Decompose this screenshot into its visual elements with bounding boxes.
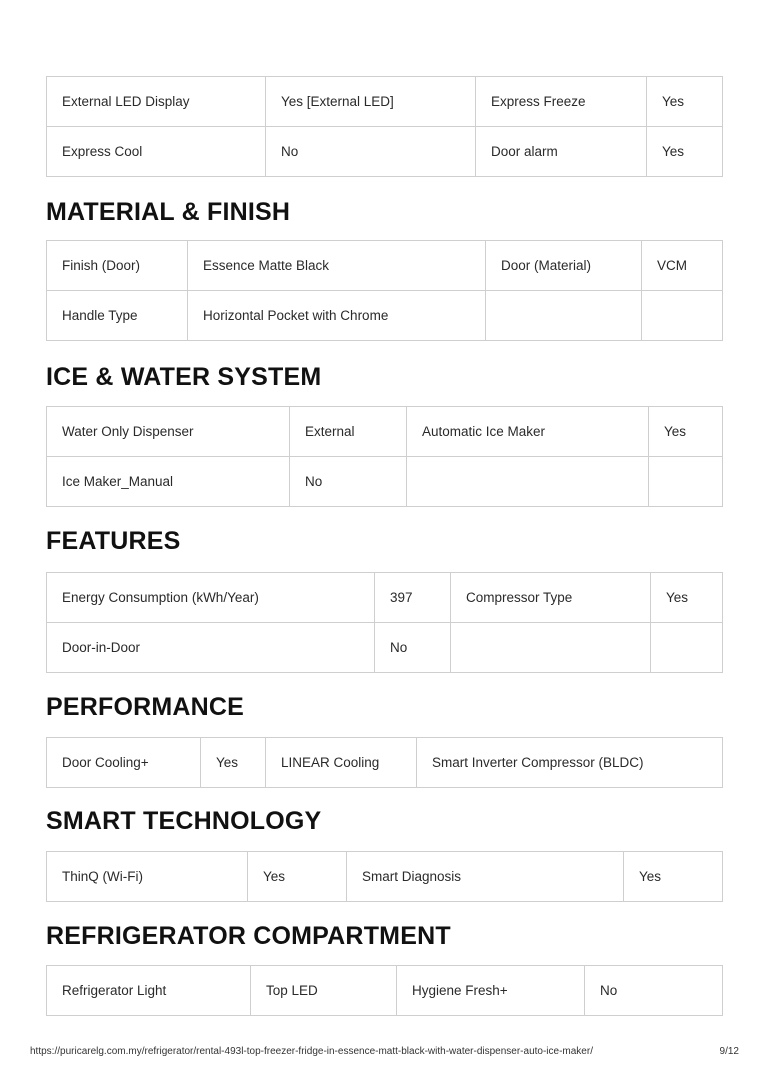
spec-value xyxy=(649,457,723,507)
table-row xyxy=(47,573,723,623)
spec-label xyxy=(486,291,642,341)
spec-table-display xyxy=(46,76,723,177)
spec-label: Express Cool xyxy=(47,127,266,177)
spec-label: Automatic Ice Maker xyxy=(407,407,649,457)
section-heading-ice-water: ICE & WATER SYSTEM xyxy=(46,363,322,391)
section-heading-refrigerator-compartment: REFRIGERATOR COMPARTMENT xyxy=(46,922,451,950)
spec-table-performance xyxy=(46,737,723,788)
spec-table-refrigerator-compartment xyxy=(46,965,723,1016)
spec-value: Yes xyxy=(647,127,723,177)
spec-value: External xyxy=(290,407,407,457)
spec-value: VCM xyxy=(642,241,723,291)
spec-label: Door Cooling+ xyxy=(47,738,201,788)
section-heading-performance: PERFORMANCE xyxy=(46,693,245,721)
section-heading-smart-technology: SMART TECHNOLOGY xyxy=(46,807,322,835)
spec-label xyxy=(407,457,649,507)
table-row xyxy=(47,241,723,291)
spec-table-material xyxy=(46,240,723,341)
spec-value: Yes xyxy=(649,407,723,457)
spec-label: Finish (Door) xyxy=(47,241,188,291)
spec-table-smart-technology xyxy=(46,851,723,902)
spec-label: Door (Material) xyxy=(486,241,642,291)
page-number: 9/12 xyxy=(719,1046,739,1057)
spec-value: Yes xyxy=(201,738,266,788)
spec-label: Refrigerator Light xyxy=(47,966,251,1016)
spec-value: Top LED xyxy=(251,966,397,1016)
table-row xyxy=(47,127,723,177)
footer-url: https://puricarelg.com.my/refrigerator/rental-493l-top-freezer-fridge-in-essence-matt-black-with-water-dispenser-auto-ice-maker/ xyxy=(30,1046,593,1057)
spec-label: Ice Maker_Manual xyxy=(47,457,290,507)
spec-value: Yes xyxy=(624,852,723,902)
spec-value: No xyxy=(266,127,476,177)
spec-label: Water Only Dispenser xyxy=(47,407,290,457)
spec-label: Smart Diagnosis xyxy=(347,852,624,902)
spec-label xyxy=(451,623,651,673)
spec-value: Yes [External LED] xyxy=(266,77,476,127)
spec-label: External LED Display xyxy=(47,77,266,127)
spec-value: No xyxy=(375,623,451,673)
spec-value xyxy=(642,291,723,341)
spec-label: ThinQ (Wi-Fi) xyxy=(47,852,248,902)
table-row xyxy=(47,852,723,902)
spec-table-ice-water xyxy=(46,406,723,507)
spec-label: Door-in-Door xyxy=(47,623,375,673)
spec-value: No xyxy=(290,457,407,507)
spec-value: Yes xyxy=(647,77,723,127)
table-row xyxy=(47,407,723,457)
spec-label: Hygiene Fresh+ xyxy=(397,966,585,1016)
section-heading-features: FEATURES xyxy=(46,527,181,555)
spec-value: Smart Inverter Compressor (BLDC) xyxy=(417,738,723,788)
spec-label: Energy Consumption (kWh/Year) xyxy=(47,573,375,623)
spec-label: LINEAR Cooling xyxy=(266,738,417,788)
table-row xyxy=(47,966,723,1016)
table-row xyxy=(47,623,723,673)
spec-value: Yes xyxy=(651,573,723,623)
spec-label: Door alarm xyxy=(476,127,647,177)
spec-value xyxy=(651,623,723,673)
table-row xyxy=(47,738,723,788)
spec-label: Express Freeze xyxy=(476,77,647,127)
spec-value: No xyxy=(585,966,723,1016)
spec-value: Essence Matte Black xyxy=(188,241,486,291)
table-row xyxy=(47,457,723,507)
spec-value: 397 xyxy=(375,573,451,623)
section-heading-material: MATERIAL & FINISH xyxy=(46,198,291,226)
spec-table-features xyxy=(46,572,723,673)
table-row xyxy=(47,291,723,341)
spec-value: Yes xyxy=(248,852,347,902)
table-row xyxy=(47,77,723,127)
spec-label: Handle Type xyxy=(47,291,188,341)
spec-label: Compressor Type xyxy=(451,573,651,623)
spec-value: Horizontal Pocket with Chrome xyxy=(188,291,486,341)
